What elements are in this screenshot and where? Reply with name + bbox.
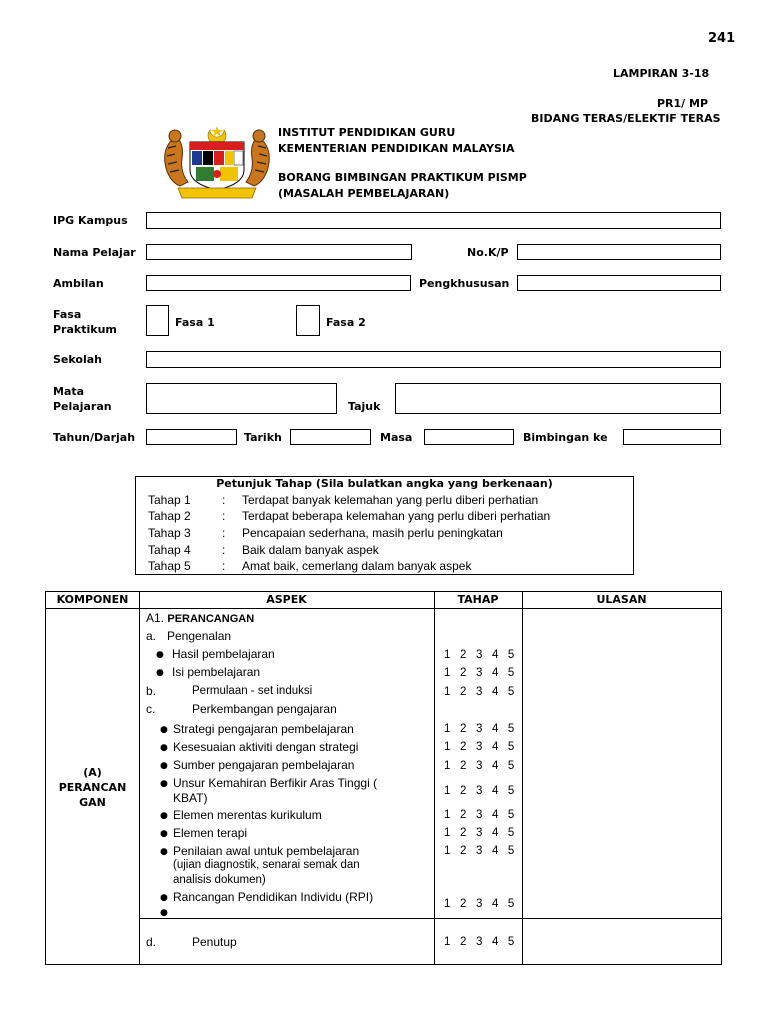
form-code: PR1/ MP — [657, 97, 709, 110]
item-b-label: Permulaan - set induksi — [192, 685, 313, 697]
scale-sumber[interactable]: 1 2 3 4 5 — [444, 760, 515, 772]
item-kesesuaian: Kesesuaian aktiviti dengan strategi — [173, 740, 359, 754]
malaysia-coat-of-arms-icon — [158, 124, 276, 200]
scale-elemen-terapi[interactable]: 1 2 3 4 5 — [444, 827, 515, 839]
fasa-praktikum-label-1: Fasa — [53, 308, 82, 321]
column-divider — [139, 592, 140, 964]
legend-desc: Pencapaian sederhana, masih perlu peningkatan — [242, 526, 503, 540]
form-title-line2: (MASALAH PEMBELAJARAN) — [278, 187, 450, 200]
item-unsur-line1: Unsur Kemahiran Berfikir Aras Tinggi ( — [173, 776, 378, 790]
pengkhususan-label: Pengkhususan — [419, 277, 510, 290]
bidang-label: BIDANG TERAS/ELEKTIF TERAS — [531, 112, 721, 125]
nama-pelajar-field[interactable] — [146, 244, 412, 260]
scale-strategi[interactable]: 1 2 3 4 5 — [444, 723, 515, 735]
legend-desc: Terdapat beberapa kelemahan yang perlu diberi perhatian — [242, 509, 551, 523]
header-divider — [46, 608, 721, 609]
sekolah-label: Sekolah — [53, 353, 102, 366]
item-c-marker: c. — [146, 702, 156, 716]
scale-kesesuaian[interactable]: 1 2 3 4 5 — [444, 741, 515, 753]
assessment-table — [45, 591, 722, 965]
column-divider — [522, 592, 523, 964]
item-a-marker: a. — [146, 629, 157, 643]
scale-hasil[interactable]: 1 2 3 4 5 — [444, 649, 515, 661]
ipg-kampus-field[interactable] — [146, 212, 721, 229]
scale-unsur[interactable]: 1 2 3 4 5 — [444, 785, 515, 797]
scale-d[interactable]: 1 2 3 4 5 — [444, 936, 515, 948]
masa-field[interactable] — [424, 429, 514, 445]
lampiran-label: LAMPIRAN 3-18 — [613, 67, 710, 80]
item-penilaian-line2: (ujian diagnostik, senarai semak dan — [173, 859, 360, 871]
legend-sep: : — [222, 559, 226, 573]
ambilan-label: Ambilan — [53, 277, 104, 290]
sekolah-field[interactable] — [146, 351, 721, 368]
tarikh-label: Tarikh — [244, 431, 282, 444]
legend-desc: Terdapat banyak kelemahan yang perlu diberi perhatian — [242, 493, 539, 507]
legend-level: Tahap 2 — [148, 509, 191, 523]
item-unsur-line2: KBAT) — [173, 791, 208, 805]
item-a-label: Pengenalan — [167, 629, 232, 643]
item-d-marker: d. — [146, 935, 157, 949]
scale-elemen-merentas[interactable]: 1 2 3 4 5 — [444, 809, 515, 821]
row-divider — [139, 918, 721, 919]
legend-sep: : — [222, 526, 226, 540]
component-line3: GAN — [79, 796, 106, 809]
bullet-icon: ● — [160, 743, 168, 753]
legend-desc: Amat baik, cemerlang dalam banyak aspek — [242, 559, 472, 573]
legend-level: Tahap 5 — [148, 559, 191, 573]
legend-level: Tahap 1 — [148, 493, 191, 507]
section-title: PERANCANGAN — [167, 613, 255, 625]
legend-level: Tahap 3 — [148, 526, 191, 540]
bullet-icon: ● — [160, 811, 168, 821]
bullet-icon: ● — [160, 779, 168, 789]
tarikh-field[interactable] — [290, 429, 371, 445]
tajuk-label: Tajuk — [348, 400, 381, 413]
tahap-legend — [135, 476, 634, 575]
institution-line1: INSTITUT PENDIDIKAN GURU — [278, 126, 456, 139]
section-prefix: A1. — [146, 611, 165, 625]
scale-isi[interactable]: 1 2 3 4 5 — [444, 667, 515, 679]
item-penilaian-line1: Penilaian awal untuk pembelajaran — [173, 844, 360, 858]
item-elemen-terapi: Elemen terapi — [173, 826, 248, 840]
component-line1: (A) — [83, 766, 102, 779]
nama-pelajar-label: Nama Pelajar — [53, 246, 136, 259]
bullet-icon: ● — [156, 668, 164, 678]
bimbingan-ke-field[interactable] — [623, 429, 721, 445]
legend-level: Tahap 4 — [148, 543, 191, 557]
bimbingan-ke-label: Bimbingan ke — [523, 431, 608, 444]
mata-pelajaran-field[interactable] — [146, 383, 337, 414]
component-label — [46, 765, 139, 810]
bullet-icon: ● — [160, 829, 168, 839]
header-ulasan: ULASAN — [596, 593, 647, 606]
item-d-label: Penutup — [192, 935, 237, 949]
fasa1-checkbox[interactable] — [146, 305, 169, 336]
item-b-marker: b. — [146, 684, 157, 698]
no-kp-field[interactable] — [517, 244, 721, 260]
bullet-icon: ● — [156, 650, 164, 660]
fasa1-label: Fasa 1 — [175, 316, 215, 329]
legend-title: Petunjuk Tahap (Sila bulatkan angka yang berkenaan) — [216, 477, 553, 490]
scale-b[interactable]: 1 2 3 4 5 — [444, 686, 515, 698]
item-c-label: Perkembangan pengajaran — [192, 702, 337, 716]
legend-sep: : — [222, 543, 226, 557]
fasa2-checkbox[interactable] — [296, 305, 320, 336]
ambilan-field[interactable] — [146, 275, 411, 291]
item-strategi: Strategi pengajaran pembelajaran — [173, 722, 354, 736]
page-number: 241 — [708, 31, 736, 46]
tajuk-field[interactable] — [395, 383, 721, 414]
bullet-icon: ● — [160, 761, 168, 771]
fasa2-label: Fasa 2 — [326, 316, 366, 329]
form-title-line1: BORANG BIMBINGAN PRAKTIKUM PISMP — [278, 171, 527, 184]
mata-pelajaran-label-1: Mata — [53, 385, 85, 398]
scale-penilaian[interactable]: 1 2 3 4 5 — [444, 845, 515, 857]
ipg-kampus-label: IPG Kampus — [53, 214, 128, 227]
column-divider — [434, 592, 435, 964]
item-sumber: Sumber pengajaran pembelajaran — [173, 758, 355, 772]
scale-rpi[interactable]: 1 2 3 4 5 — [444, 898, 515, 910]
pengkhususan-field[interactable] — [517, 275, 721, 291]
bullet-icon: ● — [160, 893, 168, 903]
bullet-icon: ● — [160, 908, 168, 918]
item-elemen-merentas: Elemen merentas kurikulum — [173, 808, 322, 822]
item-isi: Isi pembelajaran — [172, 665, 261, 679]
legend-sep: : — [222, 493, 226, 507]
header-komponen: KOMPONEN — [56, 593, 129, 606]
institution-line2: KEMENTERIAN PENDIDIKAN MALAYSIA — [278, 142, 515, 155]
header-tahap: TAHAP — [457, 593, 499, 606]
header-aspek: ASPEK — [266, 593, 307, 606]
bullet-icon: ● — [160, 847, 168, 857]
mata-pelajaran-label-2: Pelajaran — [53, 400, 112, 413]
tahun-darjah-field[interactable] — [146, 429, 237, 445]
legend-desc: Baik dalam banyak aspek — [242, 543, 379, 557]
no-kp-label: No.K/P — [467, 246, 509, 259]
item-rpi: Rancangan Pendidikan Individu (RPI) — [173, 890, 374, 904]
item-penilaian-line3: analisis dokumen) — [173, 874, 266, 886]
item-hasil: Hasil pembelajaran — [172, 647, 275, 661]
fasa-praktikum-label-2: Praktikum — [53, 323, 117, 336]
legend-sep: : — [222, 509, 226, 523]
tahun-darjah-label: Tahun/Darjah — [53, 431, 136, 444]
component-line2: PERANCAN — [58, 781, 127, 794]
section-heading — [146, 611, 254, 625]
bullet-icon: ● — [160, 725, 168, 735]
masa-label: Masa — [380, 431, 413, 444]
